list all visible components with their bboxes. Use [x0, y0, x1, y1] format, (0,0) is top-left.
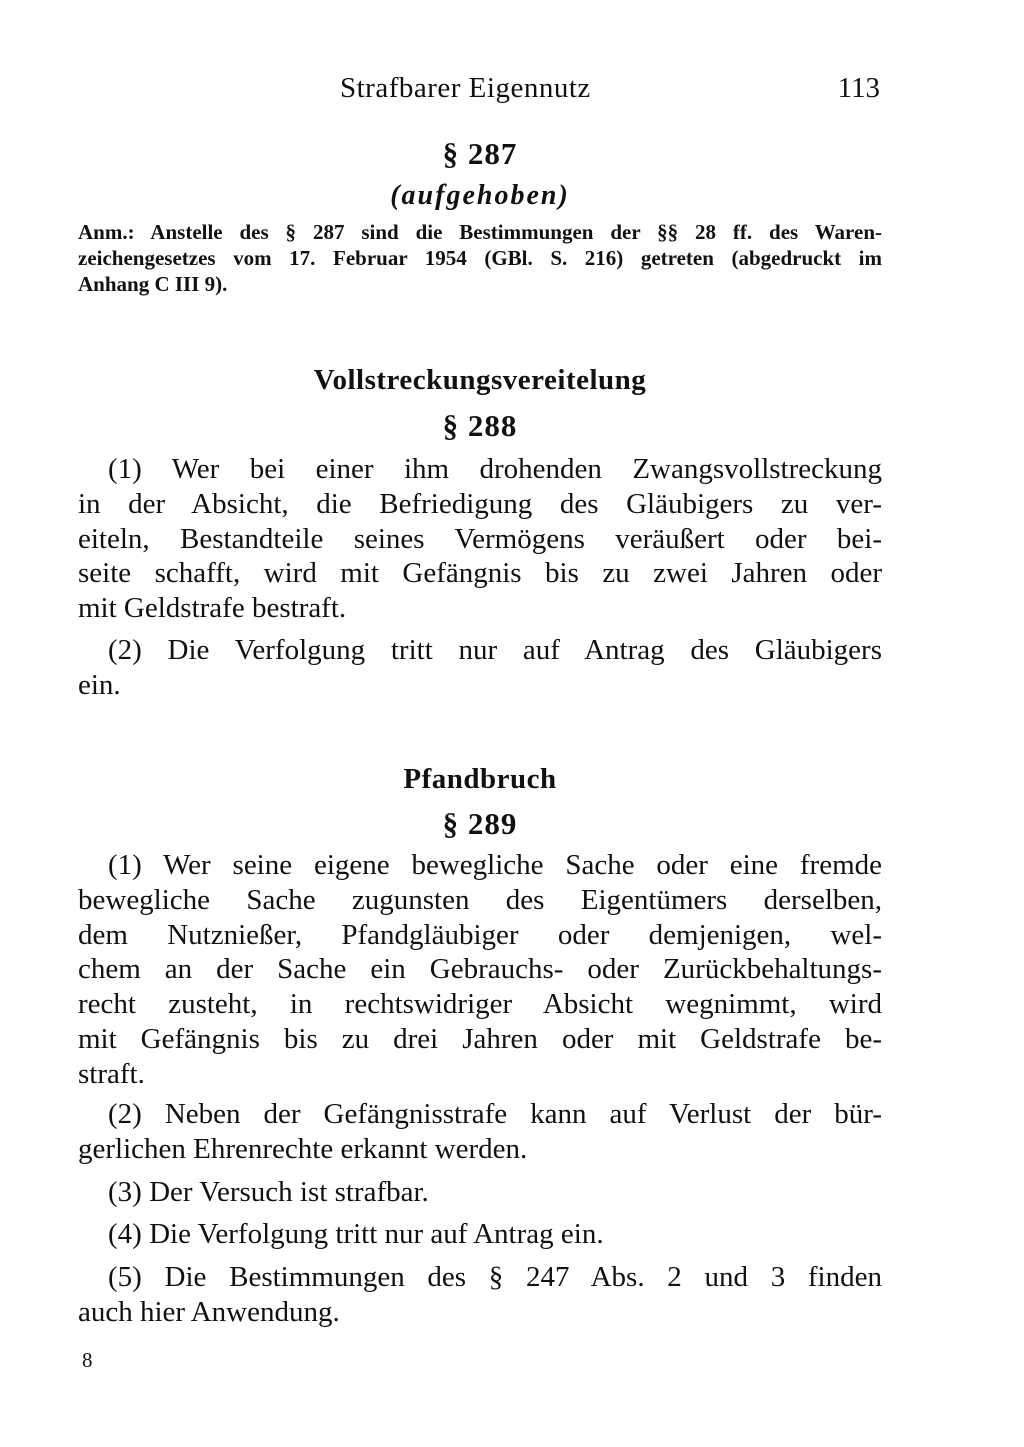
- paragraph-289-abs1: [78, 848, 882, 1092]
- paragraph-289-title: Pfandbruch: [403, 763, 557, 795]
- text-line: (5) Die Bestimmungen des § 247 Abs. 2 und 3 finden: [108, 1261, 882, 1293]
- paragraph-289-abs5: [78, 1260, 882, 1330]
- paragraph-288-mark: § 288: [442, 408, 518, 443]
- text-line: dem Nutznießer, Pfandgläubiger oder demjenigen, wel-: [78, 918, 882, 951]
- paragraph-288-title: Vollstreckungsvereitelung: [313, 364, 647, 396]
- text-line: chem an der Sache ein Gebrauchs- oder Zurückbehaltungs-: [78, 953, 882, 986]
- text-line: eiteln, Bestandteile seines Vermögens veräußert oder bei-: [78, 522, 882, 555]
- text-line: auch hier Anwendung.: [78, 1295, 340, 1328]
- note-line: zeichengesetzes vom 17. Februar 1954 (GBl. S. 216) getreten (abgedruckt im: [78, 246, 882, 270]
- text-line: mit Geldstrafe bestraft.: [78, 592, 347, 625]
- text-line: (3) Der Versuch ist strafbar.: [108, 1176, 429, 1208]
- paragraph-288-abs2: [78, 633, 882, 703]
- text-line: (2) Die Verfolgung tritt nur auf Antrag des Gläubigers: [108, 634, 882, 666]
- text-line: (1) Wer bei einer ihm drohenden Zwangsvollstreckung: [108, 453, 882, 485]
- paragraph-289-abs3: [78, 1175, 882, 1210]
- text-line: (2) Neben der Gefängnisstrafe kann auf Verlust der bür-: [108, 1098, 882, 1130]
- paragraph-287-mark: § 287: [442, 136, 518, 171]
- text-line: recht zusteht, in rechtswidriger Absicht wegnimmt, wird: [78, 988, 882, 1021]
- signature-mark: 8: [82, 1348, 93, 1372]
- text-line: straft.: [78, 1057, 145, 1090]
- text-line: seite schafft, wird mit Gefängnis bis zu zwei Jahren oder: [78, 557, 882, 590]
- text-line: (1) Wer seine eigene bewegliche Sache oder eine fremde: [108, 849, 882, 881]
- text-line: bewegliche Sache zugunsten des Eigentümers derselben,: [78, 883, 882, 916]
- text-line: in der Absicht, die Befriedigung des Gläubigers zu ver-: [78, 487, 882, 520]
- paragraph-288-abs1: [78, 452, 882, 626]
- text-line: gerlichen Ehrenrechte erkannt werden.: [78, 1132, 528, 1165]
- book-page: [78, 0, 882, 1447]
- page-number: 113: [837, 72, 880, 104]
- paragraph-289-abs4: [78, 1217, 882, 1252]
- text-line: (4) Die Verfolgung tritt nur auf Antrag ein.: [108, 1218, 604, 1250]
- text-line: mit Gefängnis bis zu drei Jahren oder mit Geldstrafe be-: [78, 1022, 882, 1055]
- text-line: ein.: [78, 668, 121, 701]
- paragraph-289-mark: § 289: [442, 806, 518, 841]
- note-line: Anhang C III 9).: [78, 272, 228, 296]
- running-title: Strafbarer Eigennutz: [340, 72, 591, 104]
- note-line: Anm.: Anstelle des § 287 sind die Bestimmungen der §§ 28 ff. des Waren-: [78, 220, 882, 244]
- paragraph-287-note: [78, 219, 882, 297]
- running-head: [78, 72, 882, 108]
- paragraph-287-status: (aufgehoben): [390, 180, 570, 211]
- paragraph-289-abs2: [78, 1097, 882, 1167]
